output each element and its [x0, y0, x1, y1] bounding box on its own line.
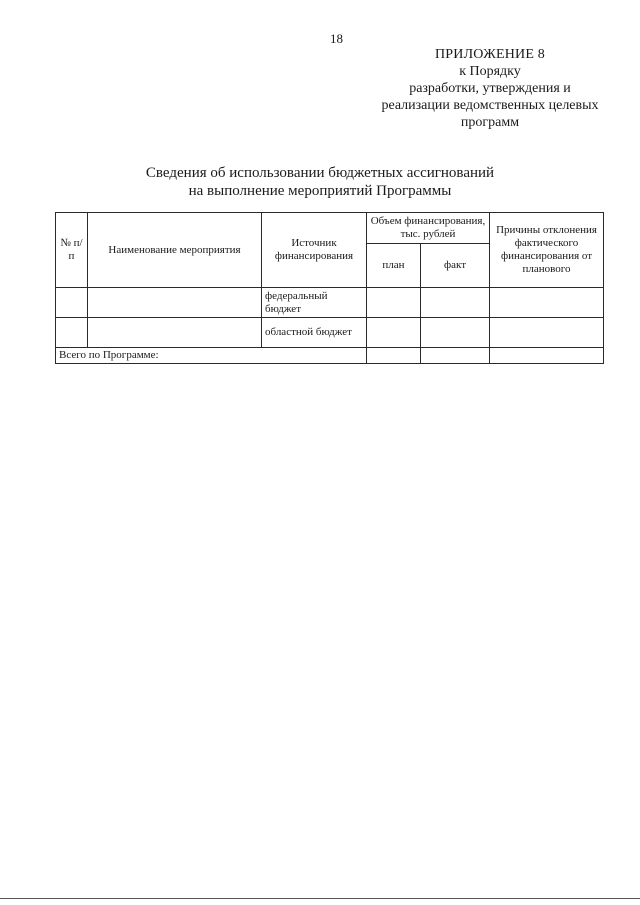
- appendix-line: к Порядку: [459, 64, 521, 79]
- cell-activity: [88, 288, 262, 318]
- header-reasons: Причины отклонения фактического финансирования от планового: [490, 213, 604, 288]
- cell-number: [56, 288, 88, 318]
- document-title-line: на выполнение мероприятий Программы: [188, 183, 452, 199]
- cell-activity: [88, 318, 262, 348]
- cell-fact: [421, 288, 490, 318]
- total-label: Всего по Программе:: [56, 348, 367, 364]
- document-title-line: Сведения об использовании бюджетных ассигнований: [145, 165, 495, 181]
- table-total-row: [56, 348, 604, 364]
- header-plan: план: [367, 244, 421, 288]
- total-plan: [367, 348, 421, 364]
- total-reasons: [490, 348, 604, 364]
- report-table: [55, 212, 604, 364]
- header-source: Источник финансирования: [262, 213, 367, 288]
- appendix-title: ПРИЛОЖЕНИЕ 8: [434, 47, 546, 62]
- page-number: 18: [330, 31, 343, 46]
- header-number: № п/п: [56, 213, 88, 288]
- cell-plan: [367, 318, 421, 348]
- header-funding-volume: Объем финансирования, тыс. рублей: [367, 213, 490, 244]
- table-row: [56, 288, 604, 318]
- cell-source: областной бюджет: [262, 318, 367, 348]
- total-fact: [421, 348, 490, 364]
- page-bottom-edge: [0, 898, 640, 899]
- appendix-line: программ: [460, 115, 520, 130]
- header-fact: факт: [421, 244, 490, 288]
- document-title: [0, 164, 640, 200]
- cell-plan: [367, 288, 421, 318]
- table-header-row: [56, 213, 604, 244]
- cell-reasons: [490, 318, 604, 348]
- table-row: [56, 318, 604, 348]
- header-activity: Наименование мероприятия: [88, 213, 262, 288]
- report-table-container: [55, 212, 604, 364]
- appendix-line: разработки, утверждения и: [409, 81, 571, 96]
- cell-number: [56, 318, 88, 348]
- cell-fact: [421, 318, 490, 348]
- appendix-line: реализации ведомственных целевых: [381, 98, 599, 113]
- appendix-block: [370, 46, 610, 131]
- cell-source: федеральный бюджет: [262, 288, 367, 318]
- cell-reasons: [490, 288, 604, 318]
